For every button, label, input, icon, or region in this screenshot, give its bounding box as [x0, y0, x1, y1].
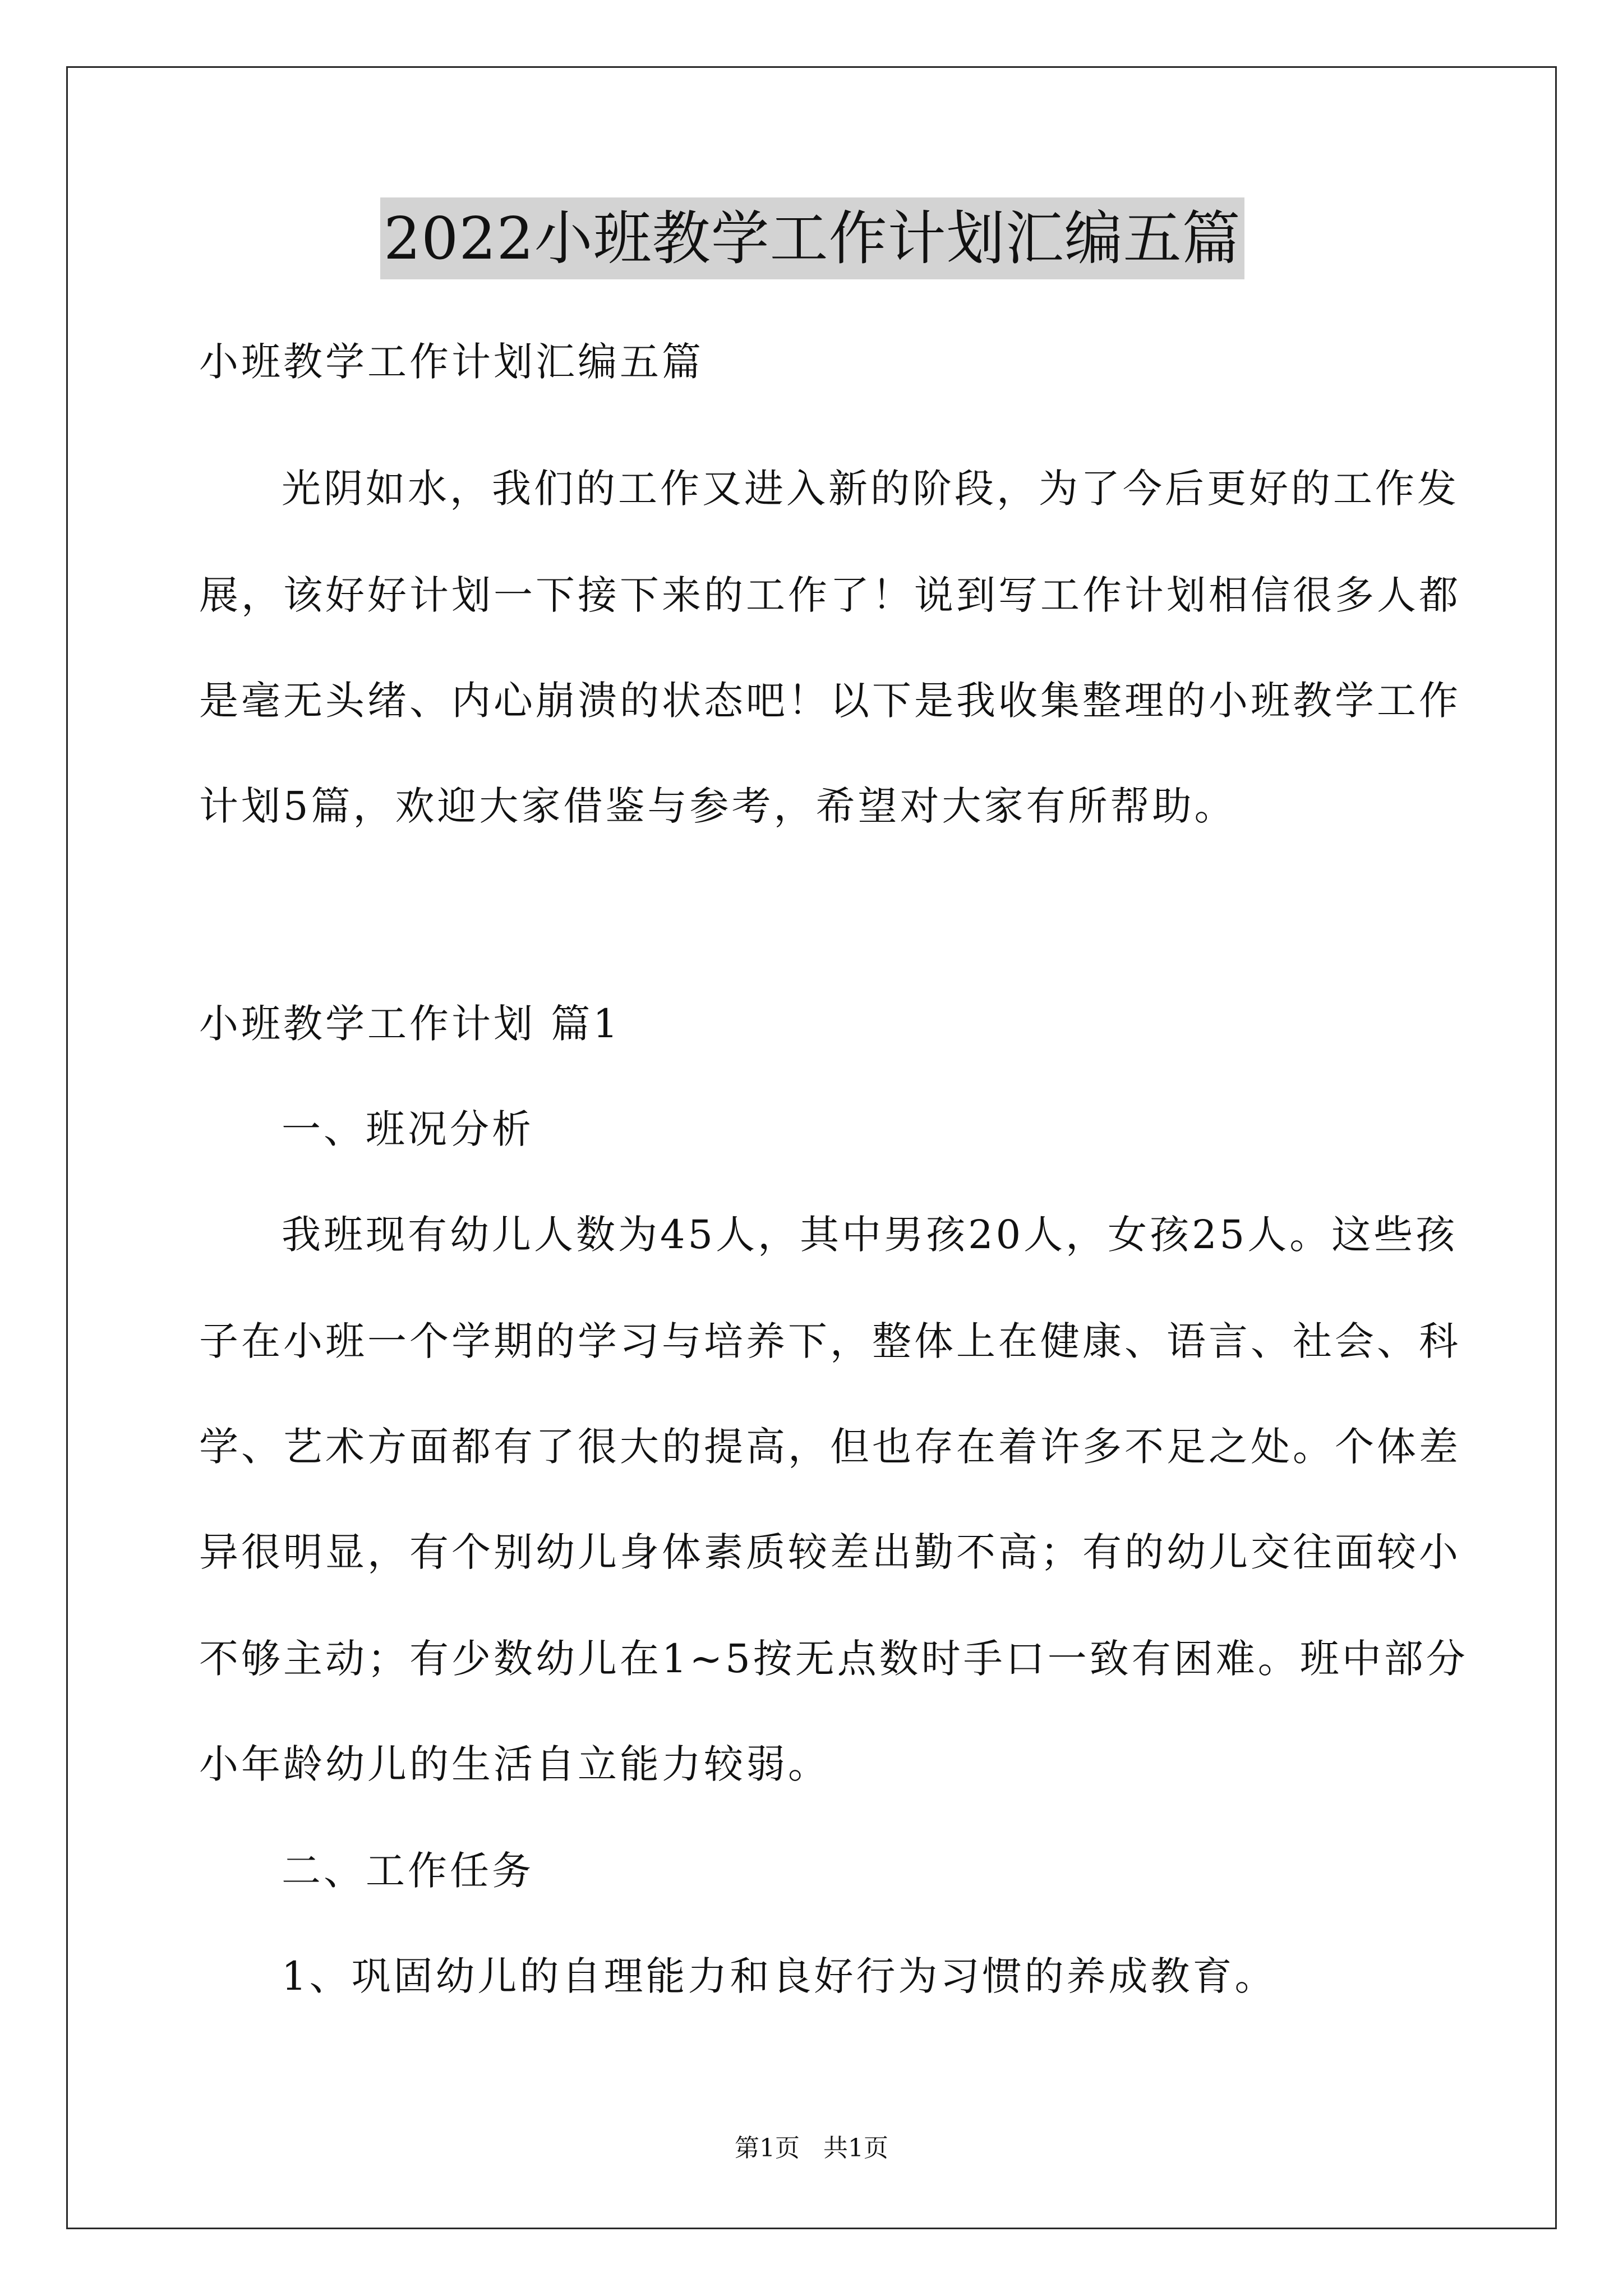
document-title: 2022小班教学工作计划汇编五篇 — [380, 197, 1244, 279]
intro-line-4: 计划5篇，欢迎大家借鉴与参考，希望对大家有所帮助。 — [199, 783, 1237, 829]
part1-line-2: 子在小班一个学期的学习与培养下，整体上在健康、语言、社会、科 — [199, 1318, 1461, 1364]
section-heading: 小班教学工作计划 篇1 — [199, 1001, 621, 1047]
part1-line-6: 小年龄幼儿的生活自立能力较弱。 — [199, 1741, 830, 1787]
part1-line-1: 我班现有幼儿人数为45人，其中男孩20人，女孩25人。这些孩 — [282, 1212, 1458, 1258]
part1-line-3: 学、艺术方面都有了很大的提高，但也存在着许多不足之处。个体差 — [199, 1424, 1461, 1470]
page-number-total: 共1页 — [823, 2134, 888, 2162]
part1-heading: 一、班况分析 — [282, 1106, 534, 1152]
page-number-current: 第1页 — [735, 2134, 800, 2162]
part2-item-1: 1、巩固幼儿的自理能力和良好行为习惯的养成教育。 — [282, 1953, 1277, 1999]
part1-line-4: 异很明显，有个别幼儿身体素质较差出勤不高；有的幼儿交往面较小 — [199, 1529, 1461, 1575]
part1-line-5: 不够主动；有少数幼儿在1~5按无点数时手口一致有困难。班中部分 — [199, 1636, 1468, 1682]
intro-line-1: 光阴如水，我们的工作又进入新的阶段，为了今后更好的工作发 — [282, 466, 1459, 512]
document-subtitle: 小班教学工作计划汇编五篇 — [199, 339, 704, 385]
part2-heading: 二、工作任务 — [282, 1848, 534, 1894]
intro-line-2: 展，该好好计划一下接下来的工作了！说到写工作计划相信很多人都 — [199, 572, 1461, 618]
intro-line-3: 是毫无头绪、内心崩溃的状态吧！以下是我收集整理的小班教学工作 — [199, 678, 1461, 724]
page-footer — [0, 2132, 1623, 2165]
